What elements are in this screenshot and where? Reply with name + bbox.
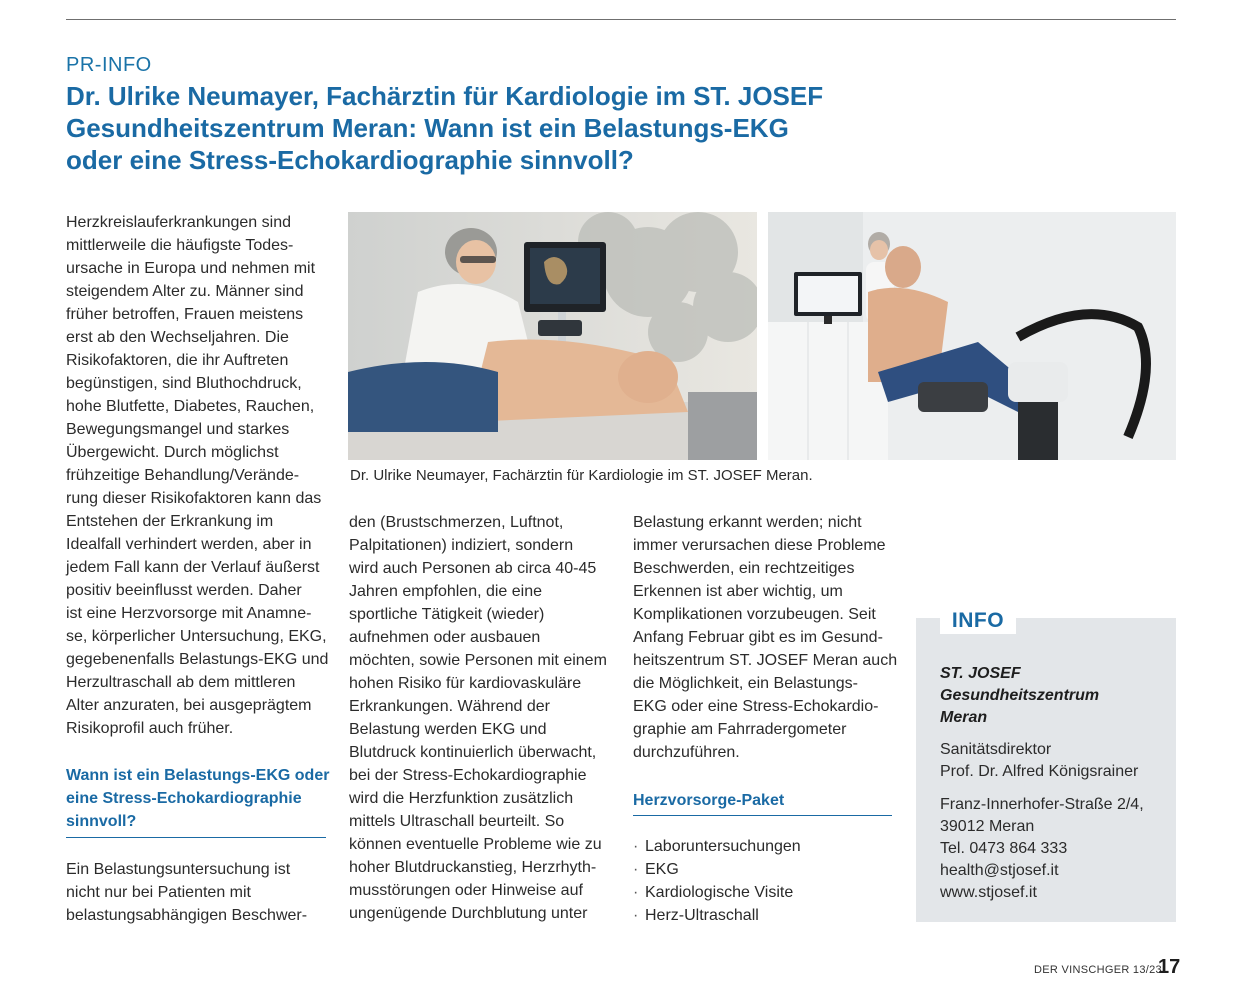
- text-line: Belastung werden EKG und: [349, 721, 547, 738]
- text-line: Komplikationen vorzubeugen. Seit: [633, 606, 876, 623]
- text-line: positiv beeinflusst werden. Daher: [66, 582, 302, 599]
- text-line: Bewegungsmangel und starkes: [66, 421, 290, 438]
- package-heading: Herzvorsorge-Paket: [633, 792, 785, 809]
- subheading-line: sinnvoll?: [66, 813, 137, 830]
- text-line: gegebenenfalls Belastungs-EKG und: [66, 651, 329, 668]
- headline-line: Gesundheitszentrum Meran: Wann ist ein Belastungs-EKG: [66, 113, 789, 143]
- text-line: ist eine Herzvorsorge mit Anamne-: [66, 605, 312, 622]
- headline: [66, 80, 986, 176]
- text-line: Erkennen ist aber wichtig, um: [633, 583, 843, 600]
- text-line: mittlerweile die häufigste Todes-: [66, 237, 294, 254]
- text-line: können eventuelle Probleme wie zu: [349, 836, 602, 853]
- text-line: wird auch Personen ab circa 40-45: [349, 560, 597, 577]
- info-name-line: Gesundheitszentrum: [940, 687, 1100, 704]
- info-address-line: 39012 Meran: [940, 818, 1035, 835]
- photo-caption: Dr. Ulrike Neumayer, Fachärztin für Kardiologie im ST. JOSEF Meran.: [350, 467, 813, 484]
- subheading-rule: [66, 837, 326, 838]
- subheading-line: eine Stress-Echokardiographie: [66, 790, 302, 807]
- text-line: wird die Herzfunktion zusätzlich: [349, 790, 574, 807]
- list-item: · EKG: [633, 858, 801, 881]
- info-director-line: Prof. Dr. Alfred Königsrainer: [940, 763, 1139, 780]
- text-line: Ein Belastungsuntersuchung ist: [66, 861, 291, 878]
- ultrasound-photo-illustration: [348, 212, 757, 460]
- text-line: hohen Risiko für kardiovaskuläre: [349, 675, 582, 692]
- column-2-paragraph: [349, 511, 614, 925]
- text-line: erst ab den Wechseljahren. Die: [66, 329, 289, 346]
- column-1-paragraph: [66, 211, 331, 740]
- subheading-line: Wann ist ein Belastungs-EKG oder: [66, 767, 330, 784]
- column-1-text-continued: [66, 858, 331, 927]
- text-line: steigendem Alter zu. Männer sind: [66, 283, 304, 300]
- text-line: hohe Blutfette, Diabetes, Rauchen,: [66, 398, 315, 415]
- column-3-paragraph: [633, 511, 898, 764]
- list-item: · Laboruntersuchungen: [633, 835, 801, 858]
- column-2-text: [349, 511, 614, 925]
- page-number: 17: [1158, 956, 1181, 978]
- package-list: [633, 835, 801, 927]
- headline-line: oder eine Stress-Echokardiographie sinnvoll?: [66, 145, 634, 175]
- text-line: jedem Fall kann der Verlauf äußerst: [66, 559, 320, 576]
- top-rule: [66, 19, 1176, 20]
- text-line: immer verursachen diese Probleme: [633, 537, 886, 554]
- text-line: mittels Ultraschall beurteilt. So: [349, 813, 565, 830]
- text-line: Risikofaktoren, die ihr Auftreten: [66, 352, 289, 369]
- text-line: bei der Stress-Echokardiographie: [349, 767, 587, 784]
- text-line: Anfang Februar gibt es im Gesund-: [633, 629, 883, 646]
- package-heading-rule: [633, 815, 892, 816]
- text-line: se, körperlicher Untersuchung, EKG,: [66, 628, 327, 645]
- text-line: rung dieser Risikofaktoren kann das: [66, 490, 322, 507]
- kicker-label: PR-INFO: [66, 54, 152, 76]
- text-line: begünstigen, sind Bluthochdruck,: [66, 375, 302, 392]
- info-email-link[interactable]: health@stjosef.it: [940, 862, 1059, 879]
- column-1-subheading: [66, 764, 331, 833]
- text-line: Erkrankungen. Während der: [349, 698, 550, 715]
- text-line: ungenügende Durchblutung unter: [349, 905, 588, 922]
- column-3-subheading: [633, 789, 784, 812]
- text-line: Übergewicht. Durch möglichst: [66, 444, 279, 461]
- text-line: Alter anzuraten, bei ausgeprägtem: [66, 697, 312, 714]
- text-line: aufnehmen oder ausbauen: [349, 629, 541, 646]
- text-line: Palpitationen) indiziert, sondern: [349, 537, 574, 554]
- text-line: den (Brustschmerzen, Luftnot,: [349, 514, 564, 531]
- text-line: Herzultraschall ab dem mittleren: [66, 674, 296, 691]
- text-line: Idealfall verhindert werden, aber in: [66, 536, 312, 553]
- text-line: früher betroffen, Frauen meistens: [66, 306, 304, 323]
- headline-line: Dr. Ulrike Neumayer, Fachärztin für Kardiologie im ST. JOSEF: [66, 81, 824, 111]
- list-item: · Kardiologische Visite: [633, 881, 801, 904]
- text-line: Belastung erkannt werden; nicht: [633, 514, 862, 531]
- info-organization-name: [940, 663, 1099, 729]
- info-name-line: ST. JOSEF: [940, 665, 1021, 682]
- info-director: [940, 739, 1138, 783]
- text-line: die Möglichkeit, ein Belastungs-: [633, 675, 859, 692]
- text-line: belastungsabhängigen Beschwer-: [66, 907, 308, 924]
- text-line: Risikoprofil auch früher.: [66, 720, 234, 737]
- column-1-paragraph-2: [66, 858, 331, 927]
- text-line: durchzuführen.: [633, 744, 740, 761]
- column-3-text: [633, 511, 898, 764]
- info-phone: Tel. 0473 864 333: [940, 840, 1068, 857]
- photo-ergometer-test: [768, 212, 1176, 460]
- text-line: hoher Blutdruckanstieg, Herzrhyth-: [349, 859, 597, 876]
- text-line: frühzeitige Behandlung/Verände-: [66, 467, 300, 484]
- ergometer-photo-illustration: [768, 212, 1176, 460]
- info-name-line: Meran: [940, 709, 988, 726]
- text-line: ursache in Europa und nehmen mit: [66, 260, 316, 277]
- info-website-link[interactable]: www.stjosef.it: [940, 884, 1037, 901]
- text-line: musstörungen oder Hinweise auf: [349, 882, 583, 899]
- text-line: nicht nur bei Patienten mit: [66, 884, 251, 901]
- text-line: EKG oder eine Stress-Echokardio-: [633, 698, 879, 715]
- text-line: Blutdruck kontinuierlich überwacht,: [349, 744, 597, 761]
- text-line: Herzkreislauferkrankungen sind: [66, 214, 291, 231]
- info-address-line: Franz-Innerhofer-Straße 2/4,: [940, 796, 1144, 813]
- column-1-text: [66, 211, 331, 740]
- text-line: Beschwerden, ein rechtzeitiges: [633, 560, 855, 577]
- info-director-line: Sanitätsdirektor: [940, 741, 1052, 758]
- text-line: graphie am Fahrradergometer: [633, 721, 847, 738]
- info-contact: [940, 794, 1144, 904]
- photo-ultrasound-exam: [348, 212, 757, 460]
- info-tag: INFO: [940, 606, 1016, 634]
- text-line: möchten, sowie Personen mit einem: [349, 652, 607, 669]
- text-line: sportliche Tätigkeit (wieder): [349, 606, 545, 623]
- list-item: · Herz-Ultraschall: [633, 904, 801, 927]
- text-line: heitszentrum ST. JOSEF Meran auch: [633, 652, 898, 669]
- text-line: Jahren empfohlen, die eine: [349, 583, 543, 600]
- footer-magazine: DER VINSCHGER 13/23: [1034, 964, 1162, 976]
- text-line: Entstehen der Erkrankung im: [66, 513, 274, 530]
